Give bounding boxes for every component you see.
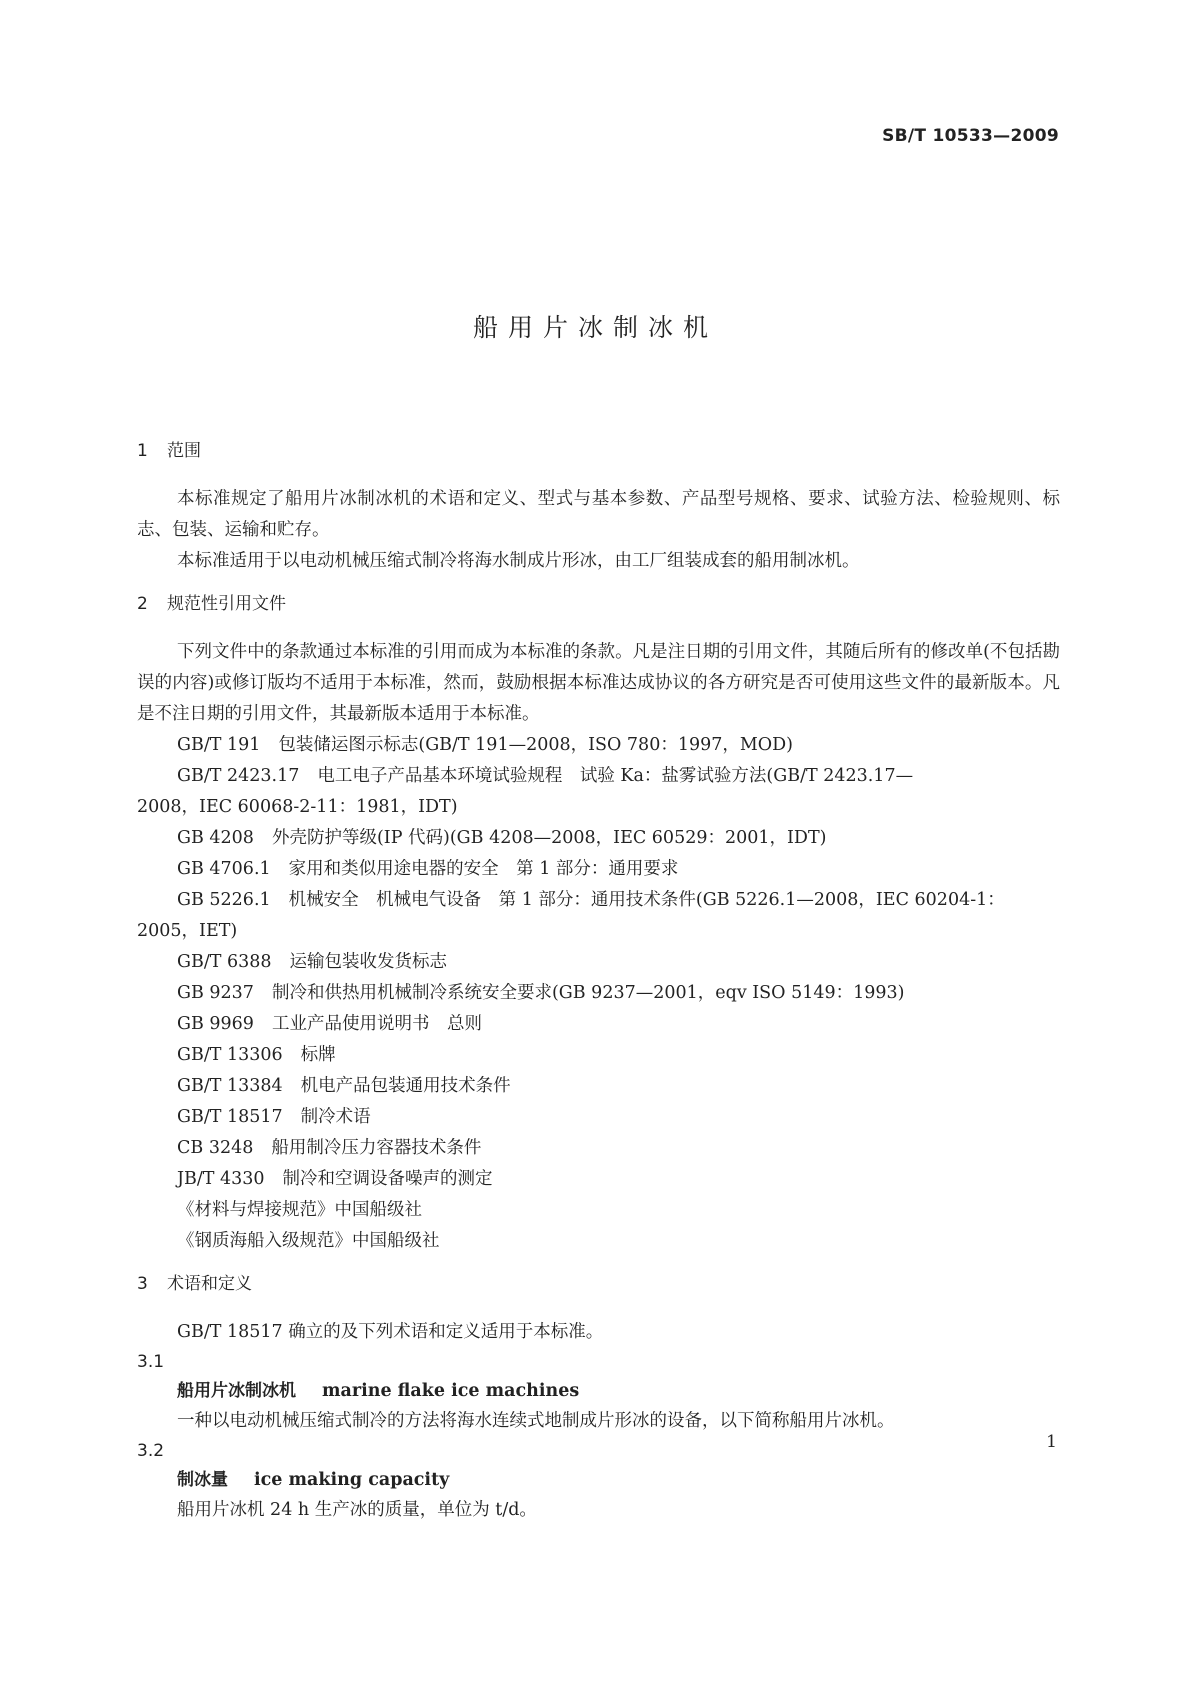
reference-title: 制冷和供热用机械制冷系统安全要求(GB 9237—2001，eqv ISO 5149：1993) [271, 983, 905, 1003]
reference-title: 标牌 [300, 1045, 336, 1065]
reference-code: GB/T 191 [177, 735, 261, 755]
reference-item [137, 1226, 1060, 1257]
term-english: ice making capacity [254, 1470, 450, 1490]
reference-title: 机电产品包装通用技术条件 [300, 1076, 511, 1096]
reference-code: GB 9237 [177, 983, 254, 1003]
reference-title: 外壳防护等级(IP 代码)(GB 4208—2008，IEC 60529：2001，IDT) [271, 828, 827, 848]
reference-code: GB 9969 [177, 1014, 254, 1034]
section-title: 范围 [167, 441, 201, 461]
term-chinese: 船用片冰制冰机 [177, 1381, 296, 1401]
paragraph: 下列文件中的条款通过本标准的引用而成为本标准的条款。凡是注日期的引用文件，其随后所有的修改单(不包括勘误的内容)或修订版均不适用于本标准，然而，鼓励根据本标准达成协议的各方研究是否可使用这些文件的最新版本。凡是不注日期的引用文件，其最新版本适用于本标准。 [137, 642, 1060, 724]
reference-code: GB/T 13384 [177, 1076, 283, 1096]
term-heading [137, 1466, 1060, 1495]
reference-code: GB 4208 [177, 828, 254, 848]
reference-continuation: 2005，IET) [137, 921, 238, 941]
term-heading [137, 1377, 1060, 1406]
paragraph: 本标准规定了船用片冰制冰机的术语和定义、型式与基本参数、产品型号规格、要求、试验方法、检验规则、标志、包装、运输和贮存。 [137, 489, 1060, 540]
reference-item [137, 947, 1060, 978]
section-title: 术语和定义 [167, 1274, 252, 1294]
reference-title: 包装储运图示标志(GB/T 191—2008，ISO 780：1997，MOD) [278, 735, 793, 755]
reference-code: CB 3248 [177, 1138, 254, 1158]
reference-item [137, 761, 1060, 823]
reference-title: 《钢质海船入级规范》中国船级社 [177, 1231, 440, 1251]
reference-title: 电工电子产品基本环境试验规程 试验 Ka：盐雾试验方法(GB/T 2423.17— [317, 766, 914, 786]
reference-item [137, 730, 1060, 761]
term-number: 3.1 [137, 1352, 165, 1372]
reference-code: JB/T 4330 [177, 1169, 265, 1189]
reference-title: 机械安全 机械电气设备 第 1 部分：通用技术条件(GB 5226.1—2008，IEC 60204-1： [288, 890, 1005, 910]
reference-title: 运输包装收发货标志 [289, 952, 448, 972]
section-number: 1 [137, 441, 148, 461]
reference-code: GB/T 13306 [177, 1045, 283, 1065]
reference-code: GB/T 18517 [177, 1107, 283, 1127]
section-3-heading [137, 1271, 1060, 1297]
term-english: marine flake ice machines [322, 1381, 580, 1401]
section-title: 规范性引用文件 [167, 594, 286, 614]
reference-item [137, 1071, 1060, 1102]
reference-code: GB 5226.1 [177, 890, 271, 910]
reference-title: 工业产品使用说明书 总则 [271, 1014, 482, 1034]
reference-item [137, 1195, 1060, 1226]
section-number: 3 [137, 1274, 148, 1294]
reference-code: GB 4706.1 [177, 859, 271, 879]
term-number: 3.2 [137, 1441, 165, 1461]
reference-item [137, 854, 1060, 885]
term-definition: 船用片冰机 24 h 生产冰的质量，单位为 t/d。 [177, 1500, 537, 1520]
reference-code: GB/T 6388 [177, 952, 272, 972]
reference-title: 船用制冷压力容器技术条件 [271, 1138, 482, 1158]
page-number: 1 [1046, 1432, 1057, 1452]
reference-item [137, 885, 1060, 947]
reference-item [137, 1009, 1060, 1040]
reference-title: 制冷和空调设备噪声的测定 [282, 1169, 493, 1189]
paragraph: 本标准适用于以电动机械压缩式制冷将海水制成片形冰，由工厂组装成套的船用制冰机。 [177, 551, 860, 571]
reference-title: 家用和类似用途电器的安全 第 1 部分：通用要求 [288, 859, 679, 879]
reference-item [137, 978, 1060, 1009]
standard-code: SB/T 10533—2009 [882, 126, 1059, 146]
term-chinese: 制冰量 [177, 1470, 228, 1490]
section-1-heading [137, 438, 1060, 464]
reference-item [137, 1164, 1060, 1195]
paragraph: GB/T 18517 确立的及下列术语和定义适用于本标准。 [177, 1322, 604, 1342]
term-definition: 一种以电动机械压缩式制冷的方法将海水连续式地制成片形冰的设备，以下简称船用片冰机。 [177, 1411, 895, 1431]
reference-continuation: 2008，IEC 60068-2-11：1981，IDT) [137, 797, 458, 817]
reference-title: 制冷术语 [300, 1107, 371, 1127]
reference-title: 《材料与焊接规范》中国船级社 [177, 1200, 422, 1220]
reference-code: GB/T 2423.17 [177, 766, 300, 786]
document-title: 船用片冰制冰机 [472, 313, 718, 342]
reference-item [137, 1040, 1060, 1071]
reference-item [137, 823, 1060, 854]
section-2-heading [137, 591, 1060, 617]
reference-item [137, 1133, 1060, 1164]
section-number: 2 [137, 594, 148, 614]
document-body [137, 438, 1060, 1526]
reference-item [137, 1102, 1060, 1133]
